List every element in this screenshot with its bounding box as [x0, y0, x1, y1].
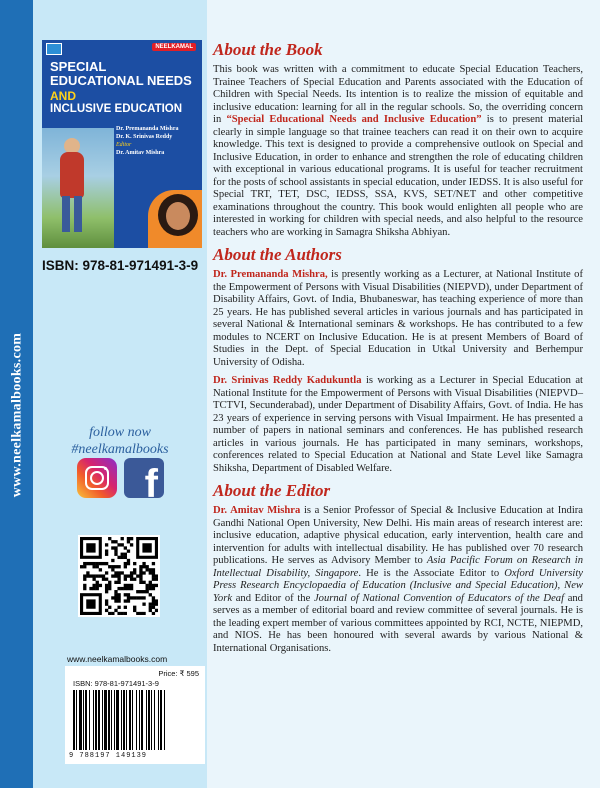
- book-title-highlight: “Special Educational Needs and Inclusive Education”: [226, 114, 482, 125]
- text-column: [213, 40, 583, 661]
- publisher-logo-icon: [46, 43, 62, 55]
- author2-bio: Dr. Srinivas Reddy Kadukuntla is working as a Lecturer in Special Education at National Institute for the Empowerment of Persons with Visual Disabilities (NIEPVD–TCTVI, Secunderabad), under Department of Disability Affairs, Govt. of India. He has 23 years of experience in serving persons with Visual Impairment. He has presented a number of papers in national seminars and conferences. He has published research articles in various journals. He has participated in many seminars, workshops, conferences related to Special Education at National and State Level like Samagra Shiksha, Department of Disabled Welfare.: [213, 375, 583, 474]
- cover-title-line1: SPECIAL EDUCATIONAL NEEDS: [50, 59, 192, 88]
- follow-text: [33, 424, 207, 458]
- barcode-isbn: ISBN: 978-81-971491-3-9: [73, 679, 159, 688]
- about-authors-heading: About the Authors: [213, 245, 342, 264]
- publisher-badge: NEELKAMAL: [152, 43, 196, 51]
- cover-author-1: Dr. Premananda Mishra: [116, 126, 179, 132]
- author1-name: Dr. Premananda Mishra,: [213, 269, 328, 280]
- spine-website: www.neelkamalbooks.com: [9, 332, 24, 498]
- cover-authors: [116, 125, 200, 157]
- about-editor-heading: About the Editor: [213, 481, 331, 500]
- barcode-block: [65, 666, 205, 764]
- instagram-icon[interactable]: [77, 458, 117, 498]
- facebook-icon[interactable]: f: [124, 458, 164, 498]
- cover-editor-label: Editor: [116, 142, 132, 148]
- qr-code[interactable]: [78, 535, 160, 617]
- editor-bio: Dr. Amitav Mishra is a Senior Professor of Special & Inclusive Education at Indira Gandhi National Open University, New Delhi. His main areas of research interest are: inclusive education, adaptive physical education, early intervention, health care and intervention for adults with intellectual disability. He has published over 70 research publications. He serves as Advisory Member to Asia Pacific Forum on Research in Intellectual Disability, Singapore. He is the Associate Editor to Oxford University Press Research Encyclopaedia of Education (Inclusive and Special Education), New York and Editor of the Journal of National Convention of Educators of the Deaf and serves as a member of editorial board and review committee of several journals. He is the leading expert member of various committees appointed by RCI, NCTE, NIEPMD, and NIOS. He has been honoured with several awards by various National & International Organisations.: [213, 505, 584, 654]
- barcode-digits: 9 788197 149139: [69, 752, 148, 760]
- cover-thumbnail: [42, 40, 202, 248]
- barcode-bars: [73, 690, 197, 750]
- cover-title-line2: AND: [50, 89, 76, 103]
- spine-strip: [0, 0, 33, 788]
- barcode-url: www.neelkamalbooks.com: [67, 654, 168, 664]
- cover-photo-child: [42, 128, 114, 248]
- follow-line1: follow now: [89, 425, 151, 440]
- author1-bio: Dr. Premananda Mishra, is presently working as a Lecturer, at National Institute of the Empowerment of Persons with Visual Disabilities (NIEPVD), under Department of Disability Affairs, Govt. of India, Bhubaneswar, has teaching experience of more than 25 years. He has published several articles in various journals and has participated in several National & International seminars & workshops. He has contributed to a few modules to NCERT on Inclusive Education. He is at present Members of Board of Studies in the Dept. of Special Education in Utkal University and Berhempur University of Odisha.: [213, 269, 583, 368]
- author2-name: Dr. Srinivas Reddy Kadukuntla: [213, 375, 362, 386]
- about-book-text: This book was written with a commitment to educate Special Education Teachers, Trainee Teachers of Special Education and Parents associated with the Education of Children with Special Needs. Its intention is to realize the mission of equitable and inclusive education: learning for all in the regular schools. So, the overriding concern in “Special Educational Needs and Inclusive Education” is to present material clearly in simple language so that trainee teachers can read it on their own to acquire knowledge. This text is designed to provide a comprehensive outlook on Special and Inclusive Education, in order to enhance and strengthen the role of educating children with exceptional in various educational programs. It is useful for teacher recruitment for the posts of school assistants in special education, under IEDSS. It is also useful for Special TRT, TET, DSC, IEDSS, SSA, KVS, SET/NET and other competitive examinations throughout the country. This book would enlighten all people who are interested in working for children with special needs, and also helpful to the resource teachers who are working in Samagra Shiksha Abhiyan.: [213, 64, 584, 238]
- cover-photo-girl: [148, 190, 202, 248]
- cover-author-2: Dr. K. Srinivas Reddy: [116, 134, 173, 140]
- cover-editor: Dr. Amitav Mishra: [116, 150, 165, 156]
- cover-title-line3: INCLUSIVE EDUCATION: [50, 103, 183, 115]
- price-label: Price: ₹ 595: [158, 669, 199, 678]
- isbn-label: ISBN: 978-81-971491-3-9: [42, 258, 199, 273]
- about-book-heading: About the Book: [213, 40, 323, 59]
- editor-name: Dr. Amitav Mishra: [213, 505, 301, 516]
- follow-hashtag: #neelkamalbooks: [71, 442, 169, 457]
